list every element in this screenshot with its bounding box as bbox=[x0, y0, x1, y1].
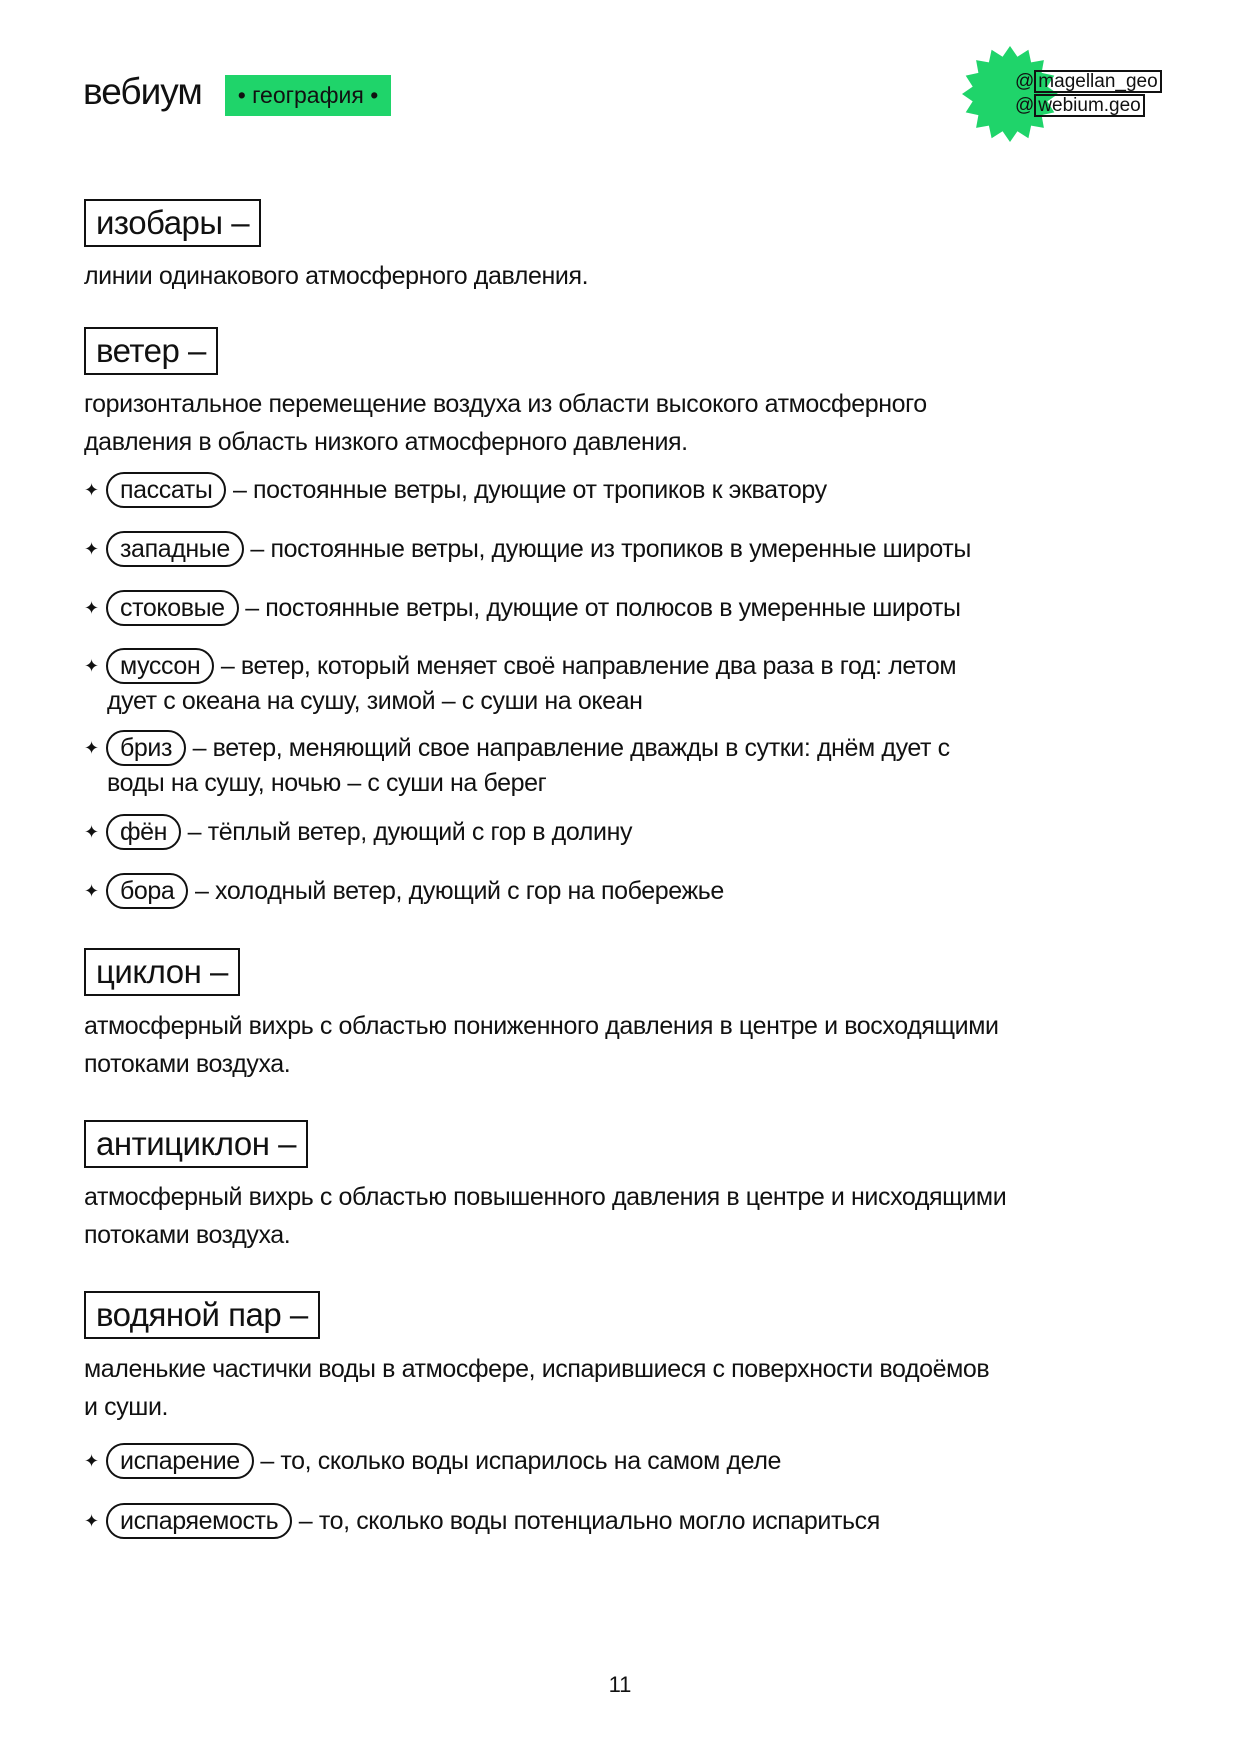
star-bullet-icon: ✦ bbox=[84, 738, 99, 758]
term-cyclone: циклон – bbox=[84, 948, 240, 996]
item-text: – тёплый ветер, дующий с гор в долину bbox=[187, 818, 633, 846]
handle-webium[interactable] bbox=[1015, 94, 1162, 118]
handle-name: magellan_geo bbox=[1034, 70, 1161, 93]
star-bullet-icon: ✦ bbox=[84, 822, 99, 842]
definition-cyclone-line1: атмосферный вихрь с областью пониженного давления в центре и восходящими bbox=[84, 1012, 999, 1040]
item-text-continued: дует с океана на сушу, зимой – с суши на океан bbox=[107, 687, 643, 715]
list-item bbox=[84, 730, 1164, 800]
list-item bbox=[84, 873, 1164, 909]
item-text: – ветер, меняющий свое направление дважды в сутки: днём дует с bbox=[192, 734, 950, 762]
list-item bbox=[84, 531, 1164, 567]
star-bullet-icon: ✦ bbox=[84, 1451, 99, 1471]
term-pill: испарение bbox=[106, 1443, 254, 1479]
social-handles bbox=[1015, 70, 1162, 118]
list-item bbox=[84, 590, 1164, 626]
list-item bbox=[84, 1503, 1164, 1539]
item-text: – постоянные ветры, дующие от тропиков к экватору bbox=[232, 476, 827, 504]
list-item bbox=[84, 648, 1164, 718]
term-wind: ветер – bbox=[84, 327, 218, 375]
item-text: – постоянные ветры, дующие от полюсов в умеренные широты bbox=[245, 594, 961, 622]
term-anticyclone: антициклон – bbox=[84, 1120, 308, 1168]
star-bullet-icon: ✦ bbox=[84, 480, 99, 500]
term-pill: испаряемость bbox=[106, 1503, 292, 1539]
definition-wind-line2: давления в область низкого атмосферного давления. bbox=[84, 428, 688, 456]
definition-water-vapor-line2: и суши. bbox=[84, 1393, 169, 1421]
definition-anticyclone-line1: атмосферный вихрь с областью повышенного давления в центре и нисходящими bbox=[84, 1183, 1007, 1211]
term-pill: муссон bbox=[106, 648, 214, 684]
term-isobars: изобары – bbox=[84, 199, 261, 247]
term-pill: бора bbox=[106, 873, 188, 909]
item-text: – постоянные ветры, дующие из тропиков в умеренные широты bbox=[250, 535, 971, 563]
list-item bbox=[84, 814, 1164, 850]
brand-logo: вебиум bbox=[83, 71, 202, 112]
term-water-vapor: водяной пар – bbox=[84, 1291, 320, 1339]
handle-name: webium.geo bbox=[1034, 94, 1144, 117]
item-text: – ветер, который меняет своё направление два раза в год: летом bbox=[220, 652, 957, 680]
at-sign: @ bbox=[1015, 71, 1035, 92]
subject-tag: • география • bbox=[225, 75, 391, 116]
page-number: 11 bbox=[608, 1672, 632, 1697]
definition-isobars: линии одинакового атмосферного давления. bbox=[84, 262, 589, 290]
item-text-continued: воды на сушу, ночью – с суши на берег bbox=[107, 769, 547, 797]
at-sign: @ bbox=[1015, 95, 1035, 116]
definition-wind-line1: горизонтальное перемещение воздуха из области высокого атмосферного bbox=[84, 390, 927, 418]
star-bullet-icon: ✦ bbox=[84, 539, 99, 559]
star-bullet-icon: ✦ bbox=[84, 1511, 99, 1531]
item-text: – то, сколько воды испарилось на самом деле bbox=[260, 1447, 782, 1475]
list-item bbox=[84, 1443, 1164, 1479]
list-item bbox=[84, 472, 1164, 508]
definition-cyclone-line2: потоками воздуха. bbox=[84, 1050, 291, 1078]
star-bullet-icon: ✦ bbox=[84, 881, 99, 901]
term-pill: пассаты bbox=[106, 472, 226, 508]
definition-anticyclone-line2: потоками воздуха. bbox=[84, 1221, 291, 1249]
star-bullet-icon: ✦ bbox=[84, 598, 99, 618]
term-pill: фён bbox=[106, 814, 181, 850]
definition-water-vapor-line1: маленькие частички воды в атмосфере, испарившиеся с поверхности водоёмов bbox=[84, 1355, 990, 1383]
term-pill: стоковые bbox=[106, 590, 239, 626]
term-pill: бриз bbox=[106, 730, 186, 766]
handle-magellan[interactable] bbox=[1015, 70, 1162, 94]
term-pill: западные bbox=[106, 531, 244, 567]
item-text: – холодный ветер, дующий с гор на побережье bbox=[194, 877, 724, 905]
star-bullet-icon: ✦ bbox=[84, 656, 99, 676]
item-text: – то, сколько воды потенциально могло испариться bbox=[298, 1507, 880, 1535]
